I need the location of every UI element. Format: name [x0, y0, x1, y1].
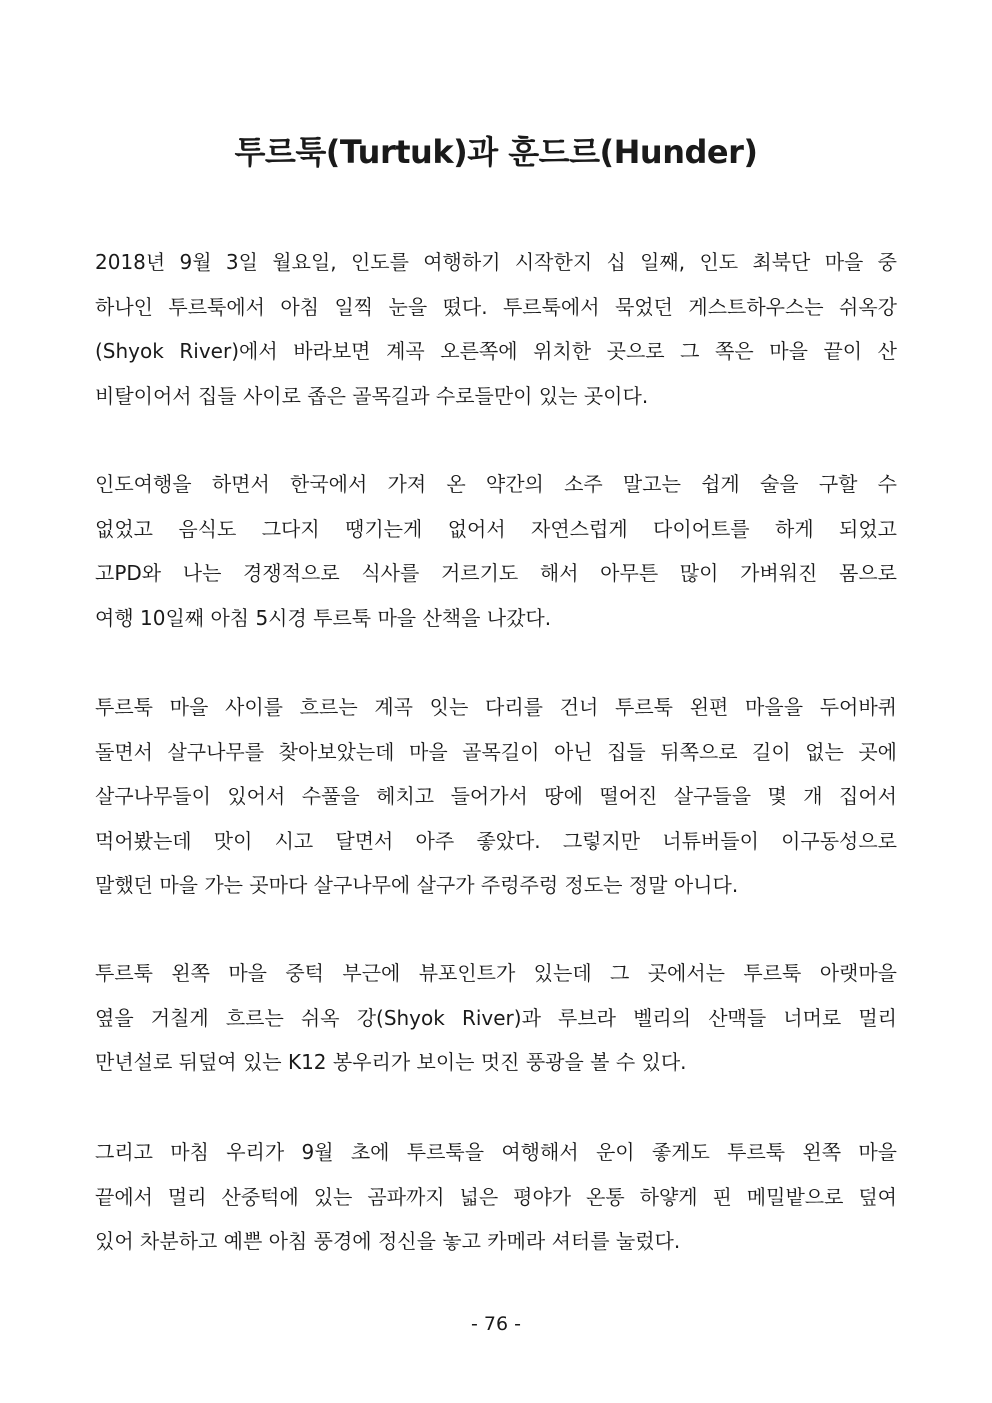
paragraph-1 [95, 240, 897, 418]
paragraph-line: 만년설로 뒤덮여 있는 K12 봉우리가 보이는 멋진 풍광을 볼 수 있다. [95, 1050, 687, 1074]
paragraph-line: 말했던 마을 가는 곳마다 살구나무에 살구가 주렁주렁 정도는 정말 아니다. [95, 873, 739, 897]
paragraph-3 [95, 685, 897, 908]
paragraph-line: 옆을 거칠게 흐르는 쉬옥 강(Shyok River)과 루브라 벨리의 산맥들 너머로 멀리 [95, 1005, 897, 1030]
page-title: 투르툭(Turtuk)과 훈드르(Hunder) [234, 133, 758, 171]
paragraph-line: 끝에서 멀리 산중턱에 있는 곰파까지 넓은 평야가 온통 하얗게 핀 메밀밭으로 덮여 [95, 1184, 897, 1209]
page-number: - 76 - [471, 1313, 521, 1335]
paragraph-line: 투르툭 마을 사이를 흐르는 계곡 잇는 다리를 건너 투르툭 왼편 마을을 두어바퀴 [95, 695, 897, 719]
paragraph-line: 있어 차분하고 예쁜 아침 풍경에 정신을 놓고 카메라 셔터를 눌렀다. [95, 1229, 681, 1253]
paragraph-line: (Shyok River)에서 바라보면 계곡 오른쪽에 위치한 곳으로 그 쪽은 마을 끝이 산 [95, 339, 897, 363]
paragraph-line: 고PD와 나는 경쟁적으로 식사를 거르기도 해서 아무튼 많이 가벼워진 몸으로 [95, 561, 897, 585]
paragraph-line: 2018년 9월 3일 월요일, 인도를 여행하기 시작한지 십 일째, 인도 최북단 마을 중 [95, 250, 897, 274]
paragraph-line: 비탈이어서 집들 사이로 좁은 골목길과 수로들만이 있는 곳이다. [95, 383, 649, 408]
paragraph-line: 돌면서 살구나무를 찾아보았는데 마을 골목길이 아닌 집들 뒤쪽으로 길이 없는 곳에 [95, 739, 897, 764]
paragraph-line: 하나인 투르툭에서 아침 일찍 눈을 떴다. 투르툭에서 묵었던 게스트하우스는 쉬옥강 [95, 294, 897, 319]
paragraph-line: 살구나무들이 있어서 수풀을 헤치고 들어가서 땅에 떨어진 살구들을 몇 개 집어서 [95, 784, 897, 808]
paragraph-line: 그리고 마침 우리가 9월 초에 투르툭을 여행해서 운이 좋게도 투르툭 왼쪽 마을 [95, 1140, 897, 1164]
paragraph-line: 먹어봤는데 맛이 시고 달면서 아주 좋았다. 그렇지만 너튜버들이 이구동성으로 [95, 828, 897, 853]
paragraph-5 [95, 1130, 897, 1264]
paragraph-line: 없었고 음식도 그다지 땡기는게 없어서 자연스럽게 다이어트를 하게 되었고 [95, 516, 897, 541]
paragraph-line: 투르툭 왼쪽 마을 중턱 부근에 뷰포인트가 있는데 그 곳에서는 투르툭 아랫마을 [95, 961, 897, 985]
paragraph-line: 여행 10일째 아침 5시경 투르툭 마을 산책을 나갔다. [95, 605, 552, 630]
paragraph-4 [95, 951, 897, 1085]
paragraph-line: 인도여행을 하면서 한국에서 가져 온 약간의 소주 말고는 쉽게 술을 구할 수 [95, 472, 897, 496]
paragraph-2 [95, 462, 897, 640]
